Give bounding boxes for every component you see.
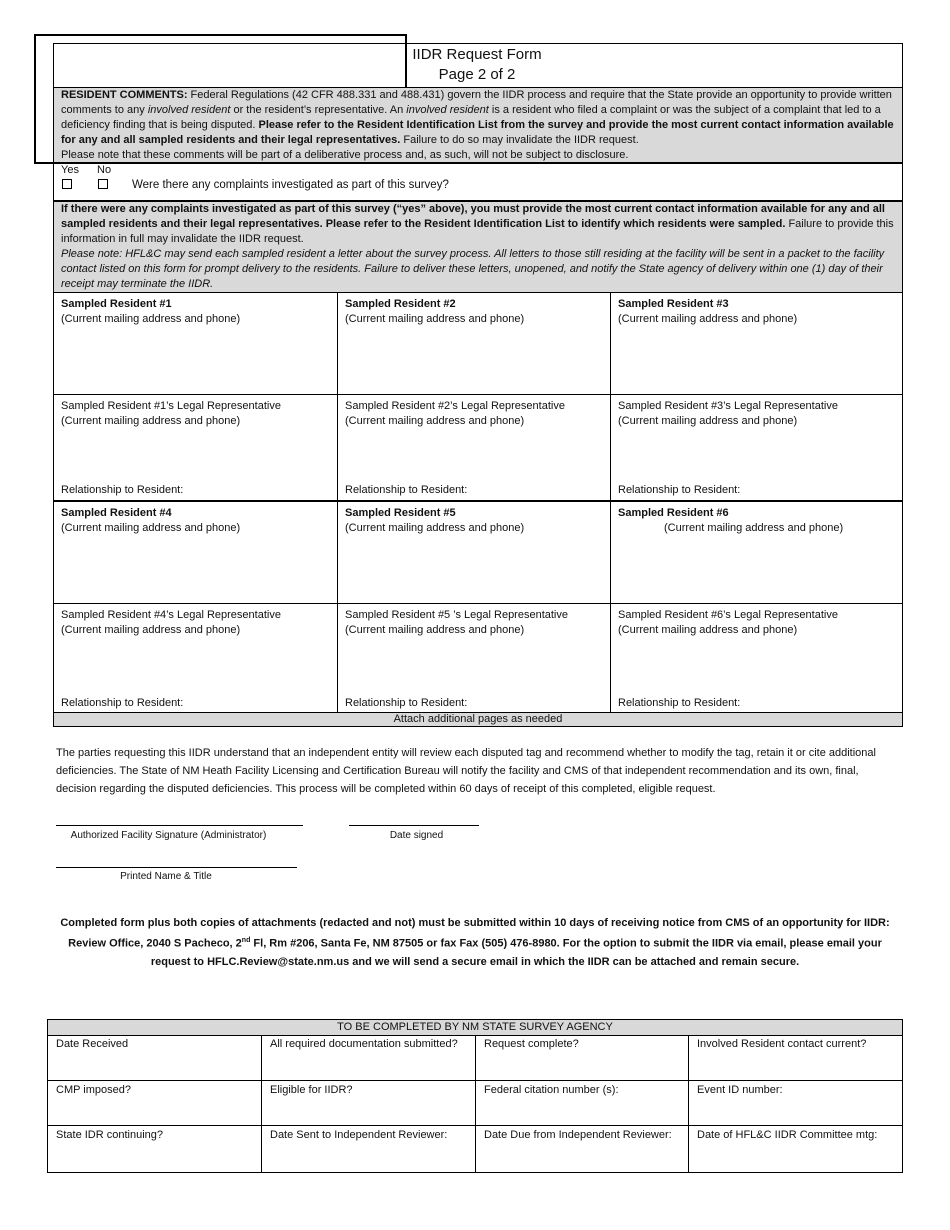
resident-2-rep-cell[interactable] bbox=[338, 395, 611, 502]
agency-cell-r1-c2[interactable]: All required documentation submitted? bbox=[262, 1035, 476, 1081]
agency-cell-r2-c2[interactable]: Eligible for IIDR? bbox=[262, 1081, 476, 1126]
printed-name-label: Printed Name & Title bbox=[120, 871, 212, 882]
agency-cell-r3-c3[interactable]: Date Due from Independent Reviewer: bbox=[476, 1126, 689, 1172]
agency-table bbox=[47, 1019, 903, 1173]
resident-4-rep-sub: (Current mailing address and phone) bbox=[61, 624, 241, 636]
resident-4-sub: (Current mailing address and phone) bbox=[61, 522, 241, 534]
resident-5-rep: Sampled Resident #5 ’s Legal Representative bbox=[345, 609, 568, 621]
resident-4-title: Sampled Resident #4 bbox=[61, 507, 172, 519]
resident-1-relationship: Relationship to Resident: bbox=[61, 484, 184, 496]
resident-1-rep-cell[interactable] bbox=[54, 395, 338, 502]
resident-5-rep-sub: (Current mailing address and phone) bbox=[345, 624, 525, 636]
resident-6-sub: (Current mailing address and phone) bbox=[664, 522, 844, 534]
resident-6-rep: Sampled Resident #6’s Legal Representative bbox=[618, 609, 838, 621]
agency-cell-r1-c3[interactable]: Request complete? bbox=[476, 1035, 689, 1081]
comments-text-2: or the resident’s representative. An bbox=[230, 104, 407, 116]
comments-text-1: Federal Regulations (42 CFR 488.331 and 488.431) govern the IIDR process and require that the State provide an opportunity to provide written comments to any bbox=[61, 89, 892, 116]
resident-1-sub: (Current mailing address and phone) bbox=[61, 313, 241, 325]
comments-note: Please note that these comments will be part of a deliberative process and, as such, will not be subject to disclosure. bbox=[61, 149, 629, 161]
resident-4-cell[interactable] bbox=[54, 502, 338, 604]
resident-3-title: Sampled Resident #3 bbox=[618, 298, 729, 310]
resident-3-rep-cell[interactable] bbox=[611, 395, 903, 502]
resident-5-rep-cell[interactable] bbox=[338, 604, 611, 713]
signature-line[interactable] bbox=[56, 825, 303, 826]
resident-3-rep-sub: (Current mailing address and phone) bbox=[618, 415, 798, 427]
submission-line-2 bbox=[50, 932, 900, 953]
instructions bbox=[53, 201, 903, 293]
submission-sup: nd bbox=[241, 937, 251, 944]
submission-line-3: request to HFLC.Review@state.nm.us and we will send a secure email in which the IIDR can be attached and remain secure. bbox=[150, 955, 800, 968]
resident-2-rep: Sampled Resident #2’s Legal Representative bbox=[345, 400, 565, 412]
resident-6-cell[interactable] bbox=[611, 502, 903, 604]
agency-cell-r2-c4[interactable]: Event ID number: bbox=[689, 1081, 902, 1126]
agreement-text: The parties requesting this IIDR understand that an independent entity will review each disputed tag and recommend whether to modify the tag, retain it or cite additional deficiencies. The State of NM Heath Facility Licensing and Certification Bureau will notify the facility and CMS of that independent recommendation and its own, final, decision regarding the disputed deficiencies. This process will be completed within 60 days of receipt of this completed, eligible request. bbox=[56, 747, 876, 795]
date-signed-line[interactable] bbox=[349, 825, 479, 826]
yes-checkbox[interactable] bbox=[62, 179, 72, 189]
resident-5-sub: (Current mailing address and phone) bbox=[345, 522, 525, 534]
resident-2-sub: (Current mailing address and phone) bbox=[345, 313, 525, 325]
resident-4-relationship: Relationship to Resident: bbox=[61, 697, 184, 709]
resident-6-title: Sampled Resident #6 bbox=[618, 507, 729, 519]
form-title bbox=[407, 45, 547, 85]
comments-involved-2: involved resident bbox=[406, 104, 489, 116]
resident-5-cell[interactable] bbox=[338, 502, 611, 604]
question-text: Were there any complaints investigated as part of this survey? bbox=[132, 179, 449, 191]
residents-grid bbox=[53, 292, 903, 713]
agency-cell-r1-c4[interactable]: Involved Resident contact current? bbox=[689, 1035, 902, 1081]
agency-cell-r2-c1[interactable]: CMP imposed? bbox=[48, 1081, 262, 1126]
resident-1-rep: Sampled Resident #1’s Legal Representative bbox=[61, 400, 281, 412]
resident-6-relationship: Relationship to Resident: bbox=[618, 697, 741, 709]
resident-5-relationship: Relationship to Resident: bbox=[345, 697, 468, 709]
resident-1-title: Sampled Resident #1 bbox=[61, 298, 172, 310]
resident-4-rep: Sampled Resident #4’s Legal Representative bbox=[61, 609, 281, 621]
agency-cell-r3-c2[interactable]: Date Sent to Independent Reviewer: bbox=[262, 1126, 476, 1172]
resident-6-rep-sub: (Current mailing address and phone) bbox=[618, 624, 798, 636]
resident-3-sub: (Current mailing address and phone) bbox=[618, 313, 798, 325]
comments-lead: RESIDENT COMMENTS: bbox=[61, 89, 188, 101]
agency-header: TO BE COMPLETED BY NM STATE SURVEY AGENCY bbox=[48, 1020, 902, 1036]
submission-address: Review Office, 2040 S Pacheco, 2 bbox=[68, 937, 242, 950]
submission-line-1: Completed form plus both copies of attachments (redacted and not) must be submitted within 10 days of receiving notice from CMS of an opportunity for IIDR: bbox=[60, 917, 890, 929]
signature-label: Authorized Facility Signature (Administrator) bbox=[70, 830, 267, 841]
yes-label: Yes bbox=[61, 164, 79, 176]
comments-text-4: Failure to do so may invalidate the IIDR request. bbox=[400, 134, 639, 146]
agency-cell-r2-c3[interactable]: Federal citation number (s): bbox=[476, 1081, 689, 1126]
submission-fax: Fl, Rm #206, Santa Fe, NM 87505 or fax Fax (505) 476-8980. For the option to submit the IIDR via email, please email your bbox=[250, 937, 882, 950]
resident-6-rep-cell[interactable] bbox=[611, 604, 903, 713]
attach-note: Attach additional pages as needed bbox=[53, 712, 903, 727]
comments-text-3: is a resident who filed a complaint or was the subject of a complaint that led to a deficiency finding that is being disputed. bbox=[61, 104, 881, 131]
page-number: Page 2 of 2 bbox=[438, 66, 516, 83]
resident-2-relationship: Relationship to Resident: bbox=[345, 484, 468, 496]
printed-name-line[interactable] bbox=[56, 867, 297, 868]
comments-involved-1: involved resident bbox=[147, 104, 231, 116]
agency-cell-r3-c1[interactable]: State IDR continuing? bbox=[48, 1126, 262, 1172]
resident-comments bbox=[53, 87, 903, 163]
resident-2-cell[interactable] bbox=[338, 293, 611, 395]
resident-4-rep-cell[interactable] bbox=[54, 604, 338, 713]
comments-bold: Please refer to the Resident Identification List from the survey and provide the most current contact information available for any and all sampled residents and their legal representatives. bbox=[61, 119, 894, 146]
form-title-text: IIDR Request Form bbox=[412, 46, 542, 63]
instructions-italic: Please note: HFL&C may send each sampled resident a letter about the survey process. All letters to those still residing at the facility will be sent in a packet to the facility contact listed on this form for prompt delivery to the residents. Failure to deliver these letters, unopened, and notify the State agency of delivery within one (1) day of their receipt may terminate the IIDR. bbox=[61, 248, 885, 290]
instructions-bold: If there were any complaints investigated as part of this survey (“yes” above), you must provide the most current contact information available for any and all sampled residents and their legal representatives. Please refer to the Resident Identification List to identify which residents were sampled. bbox=[61, 203, 885, 230]
date-signed-label: Date signed bbox=[389, 830, 444, 841]
submission-instructions bbox=[50, 914, 900, 971]
resident-3-cell[interactable] bbox=[611, 293, 903, 395]
agency-cell-r1-c1[interactable]: Date Received bbox=[48, 1035, 262, 1081]
resident-2-rep-sub: (Current mailing address and phone) bbox=[345, 415, 525, 427]
resident-1-rep-sub: (Current mailing address and phone) bbox=[61, 415, 241, 427]
agency-cell-r3-c4[interactable]: Date of HFL&C IIDR Committee mtg: bbox=[697, 1129, 878, 1141]
resident-1-cell[interactable] bbox=[54, 293, 338, 395]
resident-3-relationship: Relationship to Resident: bbox=[618, 484, 741, 496]
resident-3-rep: Sampled Resident #3’s Legal Representative bbox=[618, 400, 838, 412]
instructions-normal: Failure to provide this information in full may invalidate the IIDR request. bbox=[61, 218, 894, 245]
resident-2-title: Sampled Resident #2 bbox=[345, 298, 456, 310]
resident-5-title: Sampled Resident #5 bbox=[345, 507, 456, 519]
no-checkbox[interactable] bbox=[98, 179, 108, 189]
no-label: No bbox=[97, 164, 112, 176]
